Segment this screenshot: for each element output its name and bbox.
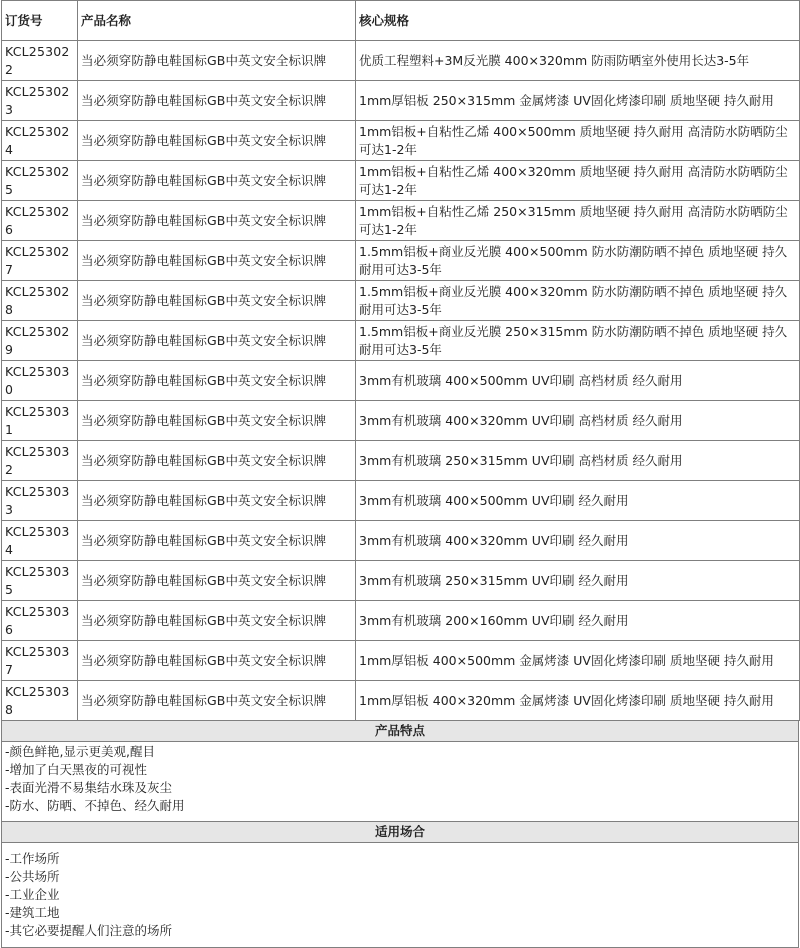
table-row bbox=[2, 201, 800, 241]
core-spec-cell: 1.5mm铝板+商业反光膜 400×500mm 防水防潮防晒不掉色 质地坚硬 持久耐用可达3-5年 bbox=[356, 241, 800, 281]
place-item: -工业企业 bbox=[5, 887, 60, 902]
product-name-cell: 当必须穿防静电鞋国标GB中英文安全标识牌 bbox=[78, 641, 356, 681]
feature-item: -防水、防晒、不掉色、经久耐用 bbox=[5, 798, 185, 813]
header-product-name: 产品名称 bbox=[78, 1, 356, 41]
core-spec-cell: 3mm有机玻璃 250×315mm UV印刷 高档材质 经久耐用 bbox=[356, 441, 800, 481]
feature-item: -增加了白天黑夜的可视性 bbox=[5, 762, 148, 777]
place-item: -建筑工地 bbox=[5, 905, 60, 920]
core-spec-cell: 3mm有机玻璃 400×500mm UV印刷 经久耐用 bbox=[356, 481, 800, 521]
core-spec-cell: 1mm厚铝板 250×315mm 金属烤漆 UV固化烤漆印刷 质地坚硬 持久耐用 bbox=[356, 81, 800, 121]
table-row bbox=[2, 121, 800, 161]
order-number-cell: KCL253034 bbox=[2, 521, 78, 561]
order-number-cell: KCL253035 bbox=[2, 561, 78, 601]
table-row bbox=[2, 641, 800, 681]
features-list bbox=[1, 742, 799, 822]
place-item: -公共场所 bbox=[5, 869, 60, 884]
table-row bbox=[2, 281, 800, 321]
place-item: -工作场所 bbox=[5, 851, 60, 866]
order-number-cell: KCL253024 bbox=[2, 121, 78, 161]
core-spec-cell: 1.5mm铝板+商业反光膜 400×320mm 防水防潮防晒不掉色 质地坚硬 持久耐用可达3-5年 bbox=[356, 281, 800, 321]
table-row bbox=[2, 361, 800, 401]
header-core-spec: 核心规格 bbox=[356, 1, 800, 41]
core-spec-cell: 1mm厚铝板 400×320mm 金属烤漆 UV固化烤漆印刷 质地坚硬 持久耐用 bbox=[356, 681, 800, 721]
feature-item: -颜色鲜艳,显示更美观,醒目 bbox=[5, 744, 155, 759]
product-name-cell: 当必须穿防静电鞋国标GB中英文安全标识牌 bbox=[78, 41, 356, 81]
core-spec-cell: 1mm铝板+自粘性乙烯 250×315mm 质地坚硬 持久耐用 高清防水防晒防尘可达1-2年 bbox=[356, 201, 800, 241]
product-name-cell: 当必须穿防静电鞋国标GB中英文安全标识牌 bbox=[78, 161, 356, 201]
product-name-cell: 当必须穿防静电鞋国标GB中英文安全标识牌 bbox=[78, 81, 356, 121]
core-spec-cell: 3mm有机玻璃 250×315mm UV印刷 经久耐用 bbox=[356, 561, 800, 601]
order-number-cell: KCL253022 bbox=[2, 41, 78, 81]
table-row bbox=[2, 81, 800, 121]
order-number-cell: KCL253026 bbox=[2, 201, 78, 241]
table-row bbox=[2, 681, 800, 721]
order-number-cell: KCL253032 bbox=[2, 441, 78, 481]
core-spec-cell: 3mm有机玻璃 400×320mm UV印刷 高档材质 经久耐用 bbox=[356, 401, 800, 441]
table-header-row bbox=[2, 1, 800, 41]
product-name-cell: 当必须穿防静电鞋国标GB中英文安全标识牌 bbox=[78, 401, 356, 441]
core-spec-cell: 1mm铝板+自粘性乙烯 400×320mm 质地坚硬 持久耐用 高清防水防晒防尘可达1-2年 bbox=[356, 161, 800, 201]
table-row bbox=[2, 441, 800, 481]
table-row bbox=[2, 241, 800, 281]
order-number-cell: KCL253030 bbox=[2, 361, 78, 401]
places-title: 适用场合 bbox=[1, 822, 799, 843]
product-name-cell: 当必须穿防静电鞋国标GB中英文安全标识牌 bbox=[78, 561, 356, 601]
places-list bbox=[1, 843, 799, 948]
product-name-cell: 当必须穿防静电鞋国标GB中英文安全标识牌 bbox=[78, 241, 356, 281]
order-number-cell: KCL253038 bbox=[2, 681, 78, 721]
core-spec-cell: 3mm有机玻璃 400×320mm UV印刷 经久耐用 bbox=[356, 521, 800, 561]
table-row bbox=[2, 161, 800, 201]
core-spec-cell: 3mm有机玻璃 200×160mm UV印刷 经久耐用 bbox=[356, 601, 800, 641]
core-spec-cell: 优质工程塑料+3M反光膜 400×320mm 防雨防晒室外使用长达3-5年 bbox=[356, 41, 800, 81]
product-name-cell: 当必须穿防静电鞋国标GB中英文安全标识牌 bbox=[78, 121, 356, 161]
product-name-cell: 当必须穿防静电鞋国标GB中英文安全标识牌 bbox=[78, 361, 356, 401]
product-spec-sheet bbox=[1, 0, 799, 948]
order-number-cell: KCL253028 bbox=[2, 281, 78, 321]
table-row bbox=[2, 401, 800, 441]
product-name-cell: 当必须穿防静电鞋国标GB中英文安全标识牌 bbox=[78, 681, 356, 721]
place-item: -其它必要提醒人们注意的场所 bbox=[5, 923, 173, 938]
core-spec-cell: 1mm铝板+自粘性乙烯 400×500mm 质地坚硬 持久耐用 高清防水防晒防尘可达1-2年 bbox=[356, 121, 800, 161]
order-number-cell: KCL253037 bbox=[2, 641, 78, 681]
product-name-cell: 当必须穿防静电鞋国标GB中英文安全标识牌 bbox=[78, 281, 356, 321]
header-order-number: 订货号 bbox=[2, 1, 78, 41]
table-row bbox=[2, 41, 800, 81]
product-name-cell: 当必须穿防静电鞋国标GB中英文安全标识牌 bbox=[78, 441, 356, 481]
order-number-cell: KCL253023 bbox=[2, 81, 78, 121]
spec-table bbox=[1, 0, 800, 721]
order-number-cell: KCL253033 bbox=[2, 481, 78, 521]
table-row bbox=[2, 521, 800, 561]
product-name-cell: 当必须穿防静电鞋国标GB中英文安全标识牌 bbox=[78, 201, 356, 241]
core-spec-cell: 1mm厚铝板 400×500mm 金属烤漆 UV固化烤漆印刷 质地坚硬 持久耐用 bbox=[356, 641, 800, 681]
table-row bbox=[2, 481, 800, 521]
order-number-cell: KCL253025 bbox=[2, 161, 78, 201]
table-body bbox=[2, 41, 800, 721]
core-spec-cell: 1.5mm铝板+商业反光膜 250×315mm 防水防潮防晒不掉色 质地坚硬 持久耐用可达3-5年 bbox=[356, 321, 800, 361]
table-row bbox=[2, 321, 800, 361]
table-row bbox=[2, 601, 800, 641]
table-row bbox=[2, 561, 800, 601]
order-number-cell: KCL253031 bbox=[2, 401, 78, 441]
order-number-cell: KCL253029 bbox=[2, 321, 78, 361]
order-number-cell: KCL253027 bbox=[2, 241, 78, 281]
product-name-cell: 当必须穿防静电鞋国标GB中英文安全标识牌 bbox=[78, 601, 356, 641]
product-name-cell: 当必须穿防静电鞋国标GB中英文安全标识牌 bbox=[78, 321, 356, 361]
order-number-cell: KCL253036 bbox=[2, 601, 78, 641]
product-name-cell: 当必须穿防静电鞋国标GB中英文安全标识牌 bbox=[78, 481, 356, 521]
feature-item: -表面光滑不易集结水珠及灰尘 bbox=[5, 780, 173, 795]
product-name-cell: 当必须穿防静电鞋国标GB中英文安全标识牌 bbox=[78, 521, 356, 561]
core-spec-cell: 3mm有机玻璃 400×500mm UV印刷 高档材质 经久耐用 bbox=[356, 361, 800, 401]
features-title: 产品特点 bbox=[1, 721, 799, 742]
